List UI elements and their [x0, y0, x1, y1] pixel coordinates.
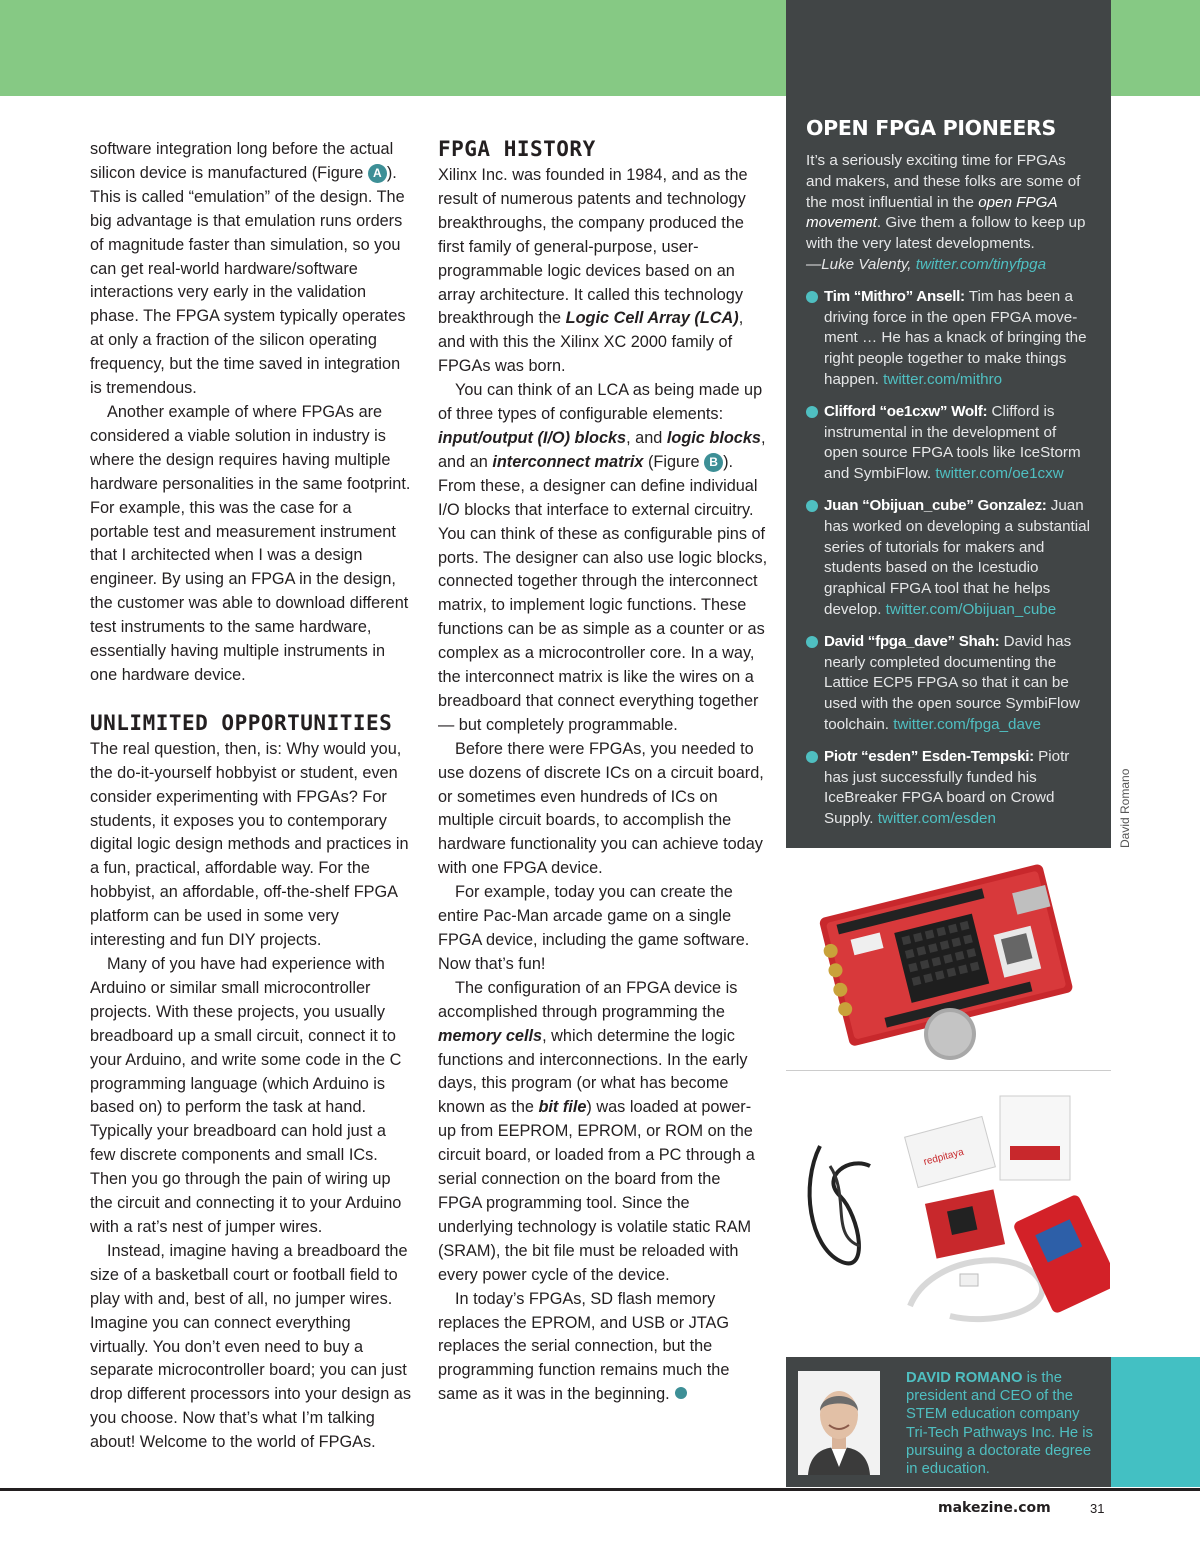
- emphasis-term: Logic Cell Array (LCA): [565, 309, 739, 328]
- photo-divider: [786, 1070, 1111, 1071]
- twitter-link[interactable]: twitter.com/esden: [877, 810, 996, 828]
- twitter-link[interactable]: twitter.com/fpga_dave: [893, 715, 1041, 733]
- photo-credit: David Romano: [1118, 768, 1132, 848]
- author-portrait: [798, 1371, 880, 1475]
- pioneer-item: Piotr “esden” Esden-Tempski: Piotr has just successfully funded his IceBreaker FPGA board on Crowd Supply. twitter.com/esden: [806, 747, 1091, 830]
- paragraph: Many of you have had experience with Arduino or similar small microcontroller projects. With these projects, you usually breadboard up a small circuit, connect it to your Arduino, and write some code in the C programming language (which Arduino is based on) to perform the task at hand. Typically your breadboard can hold just a few discrete components and small ICs. Then you go through the pain of wiring up the circuit and connecting it to your Arduino with a rat’s nest of jumper wires.: [90, 955, 402, 1236]
- twitter-link[interactable]: twitter.com/oe1cxw: [935, 465, 1064, 483]
- paragraph: Before there were FPGAs, you needed to use dozens of discrete ICs on a circuit board, or sometimes even hundreds of ICs on multiple circuit boards, to accomplish the hardware functionality you can achieve today with one FPGA device.: [438, 739, 764, 878]
- paragraph: Another example of where FPGAs are considered a viable solution in industry is where the design requires having multiple hardware personalities in the same footprint. For example, this was the case for a portable test and measurement instrument that I architected when I was a design engineer. By using an FPGA in the design, the customer was able to download different test instruments to the same hardware, essentially having multiple instruments in one hardware device.: [90, 402, 411, 684]
- bullet-icon: [806, 500, 818, 512]
- pioneer-item: Clifford “oe1cxw” Wolf: Clifford is instrumental in the development of open source FPGA tools like IceStorm and SymbiFlow. twitter.com/oe1cxw: [806, 402, 1091, 485]
- svg-text:redpitaya: redpitaya: [922, 1146, 966, 1168]
- pioneers-sidebar: [786, 0, 1111, 848]
- paragraph: You can think of an LCA as being made up of three types of configurable elements: input/output (I/O) blocks, and logic blocks, and an interconnect matrix (Figure B ). From these, a designer can define individual I/O blocks that interface to external circuitry. You can think of these as configurable pins of ports. The designer can also use logic blocks, connected together through the interconnect matrix, to implement logic functions. These functions can be as simple as a counter or as complex as a microcontroller core. In a way, the interconnect matrix is like the wires on a breadboard that connect everything together — but completely programmable.: [438, 381, 768, 734]
- figure-badge-b: B: [704, 453, 723, 472]
- emphasis-term: memory cells: [438, 1026, 543, 1045]
- emphasis-term: input/output (I/O) blocks: [438, 428, 627, 447]
- paragraph: Instead, imagine having a breadboard the size of a basketball court or football field to play with and, best of all, no jumper wires. Imagine you can connect everything virtually. You don’t even need to buy a separate microcontroller board; you can just drop different processors into your design as you choose. Now that’s what I’m talking about! Welcome to the world of FPGAs.: [90, 1241, 411, 1452]
- emphasis-term: logic blocks: [666, 428, 761, 447]
- figure-badge-a: A: [368, 164, 387, 183]
- section-heading-unlimited: UNLIMITED OPPORTUNITIES: [90, 710, 393, 735]
- sidebar-intro: It’s a seriously exciting time for FPGAs and makers, and these folks are some of the most influential in the open FPGA movement. Give them a follow to keep up with the very latest developments. —Luke Valenty, twitter.com/tinyfpga: [806, 152, 1086, 273]
- bullet-icon: [806, 636, 818, 648]
- paragraph: In today’s FPGAs, SD flash memory replaces the EPROM, and USB or JTAG replaces the serial connection, but the programming function remains much the same as it was in the beginning.: [438, 1289, 730, 1404]
- paragraph: For example, today you can create the entire Pac-Man arcade game on a single FPGA device, including the game software. Now that’s fun!: [438, 883, 750, 973]
- article-column-2: [438, 138, 768, 1407]
- paragraph: The configuration of an FPGA device is accomplished through programming the memory cells, which determine the logic functions and interconnections. In the early days, this program (or what has become known as the bit file) was loaded at power-up from EEPROM, EPROM, or ROM on the circuit board, or loaded from a PC through a serial connection on the board from the FPGA programming tool. Since the underlying technology is volatile static RAM (SRAM), the bit file must be reloaded with every power cycle of the device.: [438, 978, 755, 1284]
- twitter-link[interactable]: twitter.com/mithro: [883, 370, 1003, 388]
- pioneer-item: Juan “Obijuan_cube” Gonzalez: Juan has worked on developing a substantial series of tutorials for makers and students based on the Icestudio graphical FPGA tool that he helps develop. twitter.com/Obijuan_cube: [806, 496, 1091, 621]
- paragraph: The real question, then, is: Why would you, the do-it-yourself hobbyist or student, even consider experimenting with FPGAs? For students, it exposes you to contemporary digital logic design methods and practices in a fun, practical, affordable way. For the hobbyist, an affordable, off-the-shelf FPGA platform can be used in some very interesting and fun DIY projects.: [90, 739, 409, 950]
- sidebar-title: OPEN FPGA PIONEERS: [806, 116, 1056, 140]
- section-heading-history: FPGA HISTORY: [438, 137, 596, 161]
- emphasis-term: bit file: [538, 1098, 587, 1117]
- bio-accent-block: [1111, 1357, 1200, 1487]
- emphasis-term: interconnect matrix: [492, 452, 644, 471]
- bullet-icon: [806, 751, 818, 763]
- footer-rule: [0, 1488, 1200, 1491]
- paragraph: software integration long before the actual silicon device is manufactured (Figure A ). This is called “emulation” of the design. The big advantage is that emulation runs orders of magnitude faster than simulation, so you can get real-world hardware/software interactions very early in the validation phase. The FPGA system typically operates at only a fraction of the silicon operating frequency, but the time saved in integration is tremendous.: [90, 140, 406, 398]
- page-number: 31: [1090, 1501, 1105, 1516]
- twitter-link[interactable]: twitter.com/Obijuan_cube: [885, 600, 1057, 618]
- pioneer-item: David “fpga_dave” Shah: David has nearly completed documenting the Lattice ECP5 FPGA so that it can be used with the open source SymbiFlow toolchain. twitter.com/fpga_dave: [806, 632, 1091, 736]
- fpga-board-photo: [800, 860, 1096, 1066]
- twitter-link-tinyfpga[interactable]: twitter.com/tinyfpga: [915, 255, 1047, 273]
- author-bio: [786, 1357, 1111, 1487]
- end-of-article-icon: [675, 1387, 687, 1399]
- bullet-icon: [806, 291, 818, 303]
- pioneer-item: Tim “Mithro” Ansell: Tim has been a driving force in the open FPGA movement … He has a knack of bringing the right people together to make things happen. twitter.com/mithro: [806, 287, 1091, 391]
- bullet-icon: [806, 406, 818, 418]
- bio-text: DAVID ROMANO is the president and CEO of the STEM education company Tri-Tech Pathways Inc. He is pursuing a doctorate degree in education.: [906, 1370, 1093, 1478]
- fpga-kit-photo: [790, 1076, 1110, 1346]
- article-column-1: [90, 138, 412, 1455]
- paragraph: Xilinx Inc. was founded in 1984, and as the result of numerous patents and technology breakthroughs, the company produced the first family of general-purpose, user-programmable logic devices based on an array architecture. It called this technology breakthrough the Logic Cell Array (LCA), and with this the Xilinx XC 2000 family of FPGAs was born.: [438, 166, 748, 376]
- footer-site: makezine.com: [938, 1500, 1051, 1516]
